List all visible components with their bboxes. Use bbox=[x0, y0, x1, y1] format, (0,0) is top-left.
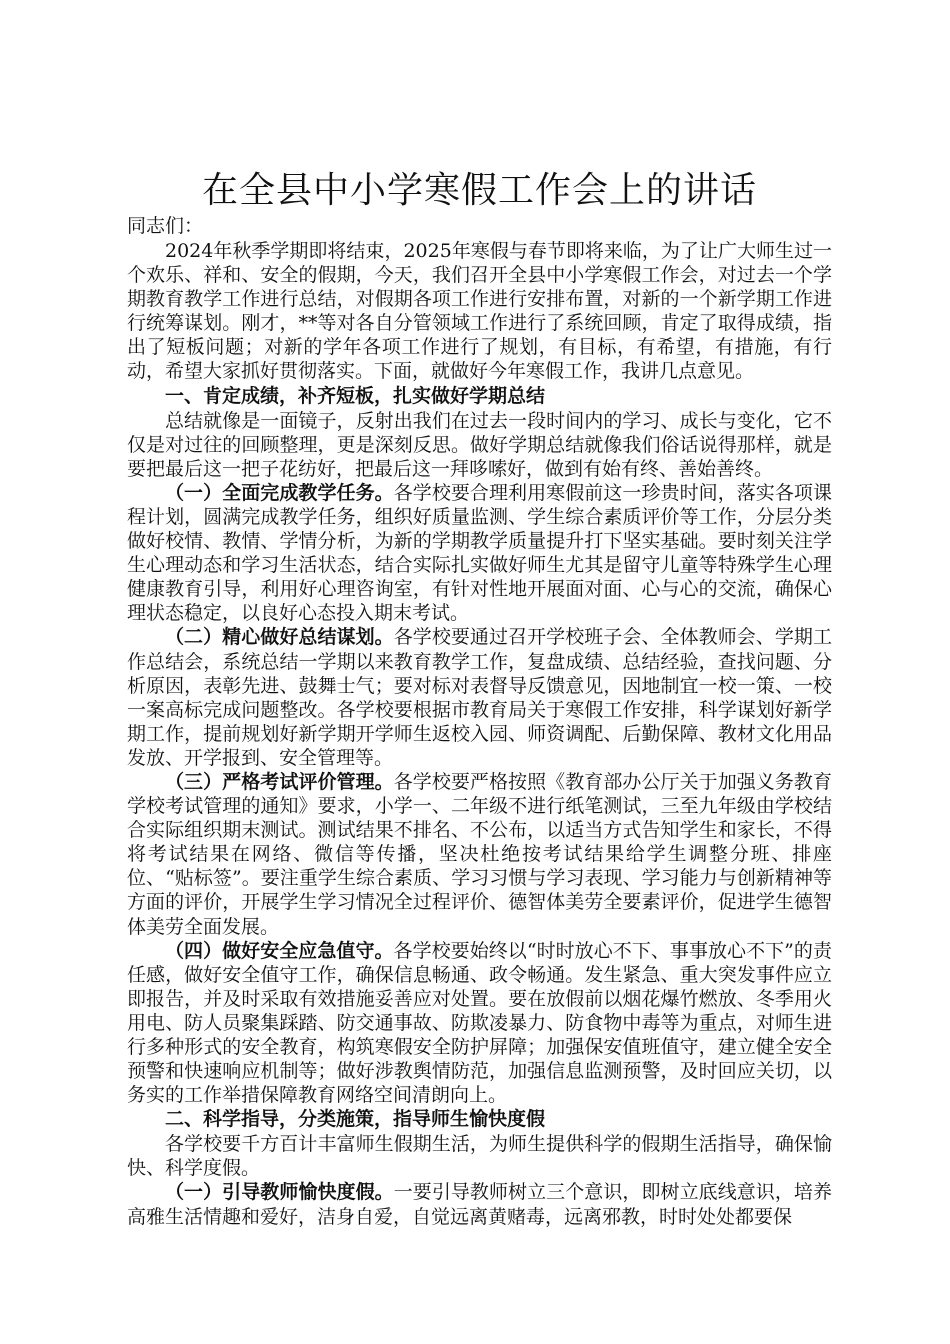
item-text: 一要引导教师树立三个意识，即树立底线意识，培养高雅生活情趣和爱好，洁身自爱，自觉远离黄赌毒，远离邪教，时时处处都要保 bbox=[127, 1181, 832, 1228]
document-title: 在全县中小学寒假工作会上的讲话 bbox=[201, 170, 757, 211]
item-lead: （二）精心做好总结谋划。 bbox=[165, 626, 394, 649]
section-2-heading: 二、科学指导，分类施策，指导师生愉快度假 bbox=[165, 1108, 546, 1131]
section-1-paragraph: 总结就像是一面镜子，反射出我们在过去一段时间内的学习、成长与变化，它不仅是对过往的回顾整理，更是深刻反思。做好学期总结就像我们俗话说得那样，就是要把最后这一把子花纺好，把最后这一拜哆嗦好，做到有始有终、善始善终。 bbox=[127, 409, 832, 480]
item-text: 各学校要合理利用寒假前这一珍贵时间，落实各项课程计划，圆满完成教学任务，组织好质量监测、学生综合素质评价等工作，分层分类做好校情、教情、学情分析，为新的学期教学质量提升打下坚实基础。要时刻关注学生心理动态和学习生活状态，结合实际扎实做好师生尤其是留守儿童等特殊学生心理健康教育引导，利用好心理咨询室，有针对性地开展面对面、心与心的交流，确保心理状态稳定，以良好心态投入期末考试。 bbox=[127, 481, 832, 625]
item-lead: （三）严格考试评价管理。 bbox=[165, 770, 394, 793]
section-2-paragraph: 各学校要千方百计丰富师生假期生活，为师生提供科学的假期生活指导，确保愉快、科学度假。 bbox=[127, 1133, 832, 1180]
section-1-item-3 bbox=[127, 770, 832, 939]
section-1-heading: 一、肯定成绩，补齐短板，扎实做好学期总结 bbox=[165, 384, 546, 407]
item-text: 各学校要始终以“时时放心不下、事事放心不下”的责任感，做好安全值守工作，确保信息畅通、政令畅通。发生紧急、重大突发事件应立即报告，并及时采取有效措施妥善应对处置。要在放假前以烟花爆竹燃放、冬季用火用电、防人员聚集踩踏、防交通事故、防欺凌暴力、防食物中毒等为重点，对师生进行多种形式的安全教育，构筑寒假安全防护屏障；加强保安值班值守，建立健全安全预警和快速响应机制等；做好涉教舆情防范，加强信息监测预警，及时回应关切，以务实的工作举措保障教育网络空间清朗向上。 bbox=[127, 939, 832, 1107]
section-1-item-4 bbox=[127, 939, 832, 1108]
document-page bbox=[127, 168, 832, 1229]
item-lead: （一）全面完成教学任务。 bbox=[165, 481, 394, 504]
greeting: 同志们： bbox=[127, 215, 204, 237]
section-1-item-2 bbox=[127, 625, 832, 770]
item-lead: （四）做好安全应急值守。 bbox=[165, 939, 394, 962]
section-2-item-1 bbox=[127, 1180, 832, 1228]
item-text: 各学校要严格按照《教育部办公厅关于加强义务教育学校考试管理的通知》要求，小学一、二年级不进行纸笔测试，三至九年级由学校结合实际组织期末测试。测试结果不排名、不公布，以适当方式告知学生和家长，不得将考试结果在网络、微信等传播，坚决杜绝按考试结果给学生调整分班、排座位、“贴标签”。要注重学生综合素质、学习习惯与学习表现、学习能力与创新精神等方面的评价，开展学生学习情况全过程评价、德智体美劳全要素评价，促进学生德智体美劳全面发展。 bbox=[127, 770, 832, 938]
item-lead: （一）引导教师愉快度假。 bbox=[165, 1181, 394, 1204]
section-1-item-1 bbox=[127, 481, 832, 626]
intro-paragraph: 2024年秋季学期即将结束，2025年寒假与春节即将来临，为了让广大师生过一个欢乐、祥和、安全的假期，今天，我们召开全县中小学寒假工作会，对过去一个学期教育教学工作进行总结，对假期各项工作进行安排布置，对新的一个新学期工作进行统筹谋划。刚才，**等对各自分管领域工作进行了系统回顾，肯定了取得成绩，指出了短板问题；对新的学年各项工作进行了规划，有目标，有希望，有措施，有行动，希望大家抓好贯彻落实。下面，就做好今年寒假工作，我讲几点意见。 bbox=[127, 240, 832, 383]
item-text: 各学校要通过召开学校班子会、全体教师会、学期工作总结会，系统总结一学期以来教育教学工作，复盘成绩、总结经验，查找问题、分析原因，表彰先进、鼓舞士气；要对标对表督导反馈意见，因地制宜一校一策、一校一案高标完成问题整改。各学校要根据市教育局关于寒假工作安排，科学谋划好新学期工作，提前规划好新学期开学师生返校入园、师资调配、后勤保障、教材文化用品发放、开学报到、安全管理等。 bbox=[127, 626, 832, 769]
